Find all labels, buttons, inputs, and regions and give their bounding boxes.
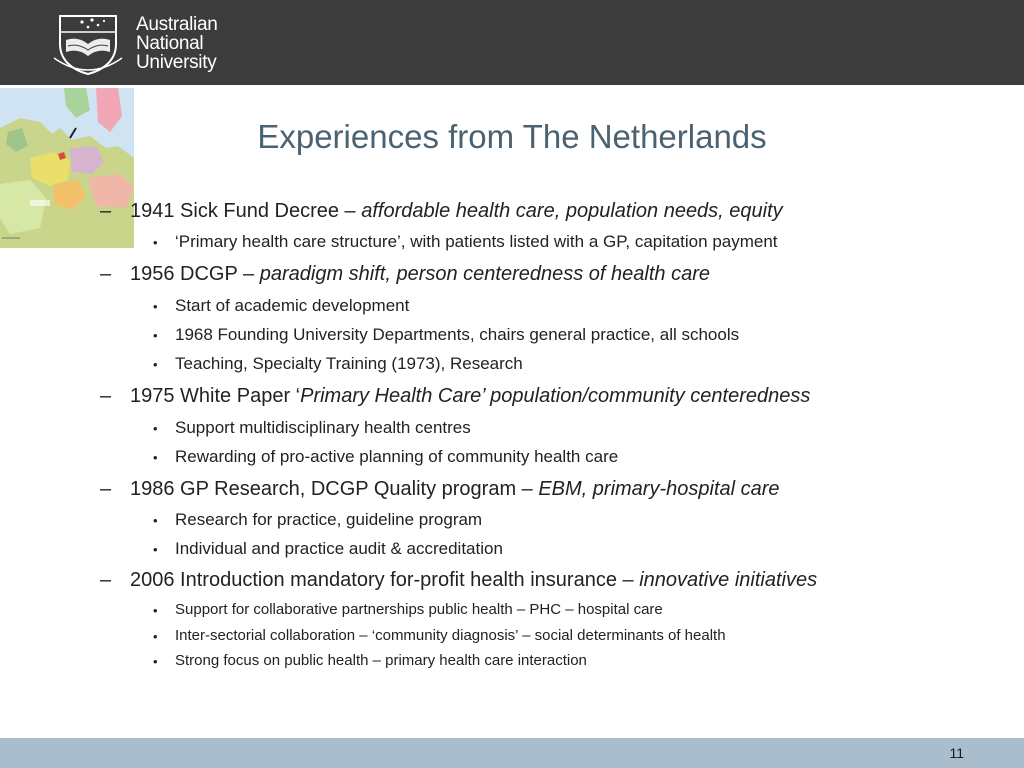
item-5-heading [130, 569, 817, 592]
item-4-sub-1: Research for practice, guideline program [175, 510, 483, 529]
item-5-sub-1: Support for collaborative partnerships public health – PHC – hospital care [175, 601, 663, 618]
item-4-sub-2-bullet: • [153, 542, 158, 557]
item-4-heading-plain: 1986 GP Research, DCGP Quality program – [130, 478, 539, 500]
item-2-heading-italic: paradigm shift, person centeredness of health care [259, 263, 710, 285]
item-2-heading [130, 263, 710, 286]
item-2-sub-3: Teaching, Specialty Training (1973), Research [175, 354, 523, 373]
item-3-heading-italic: Primary Health Care’ population/community centeredness [300, 385, 811, 407]
item-3-heading [130, 385, 810, 408]
item-5-heading-plain: 2006 Introduction mandatory for-profit health insurance – [130, 569, 640, 591]
item-2-heading-plain: 1956 DCGP – [130, 263, 260, 285]
logo-line-2: National [136, 33, 204, 54]
item-2-sub-3-bullet: • [153, 357, 158, 372]
item-4-sub-1-bullet: • [153, 513, 158, 528]
logo-line-1: Australian [136, 14, 218, 35]
item-1-heading [130, 200, 783, 223]
item-2-sub-2-bullet: • [153, 328, 158, 343]
item-4-sub-2: Individual and practice audit & accreditation [175, 539, 503, 558]
item-5-sub-2-bullet: • [153, 629, 158, 644]
item-1-heading-plain: 1941 Sick Fund Decree – [130, 200, 362, 222]
footer-bar [0, 738, 1024, 768]
item-3-heading-plain: 1975 White Paper ‘ [130, 385, 301, 407]
item-4-dash: – [100, 478, 112, 500]
item-2-dash: – [100, 263, 112, 285]
item-5-sub-1-bullet: • [153, 603, 158, 618]
item-5-sub-2: Inter-sectorial collaboration – ‘community diagnosis’ – social determinants of health [175, 627, 726, 644]
item-5-dash: – [100, 569, 112, 591]
item-3-sub-1: Support multidisciplinary health centres [175, 418, 471, 437]
item-2-sub-1: Start of academic development [175, 296, 410, 315]
item-4-heading [130, 478, 780, 501]
item-3-sub-2: Rewarding of pro-active planning of community health care [175, 447, 619, 466]
item-1-dash: – [100, 200, 112, 222]
item-3-dash: – [100, 385, 112, 407]
item-1-sub-1: ‘Primary health care structure’, with patients listed with a GP, capitation payment [175, 232, 778, 251]
item-3-sub-2-bullet: • [153, 450, 158, 465]
item-3-sub-1-bullet: • [153, 421, 158, 436]
page-number: 11 [949, 745, 964, 761]
item-1-sub-1-bullet: • [153, 235, 158, 250]
logo-line-3: University [136, 52, 217, 73]
item-2-sub-1-bullet: • [153, 299, 158, 314]
item-1-heading-italic: affordable health care, population needs, equity [361, 200, 783, 222]
slide-title: Experiences from The Netherlands [257, 118, 767, 155]
item-4-heading-italic: EBM, primary-hospital care [538, 478, 780, 500]
item-5-sub-3-bullet: • [153, 654, 158, 669]
item-2-sub-2: 1968 Founding University Departments, chairs general practice, all schools [175, 325, 740, 344]
item-5-sub-3: Strong focus on public health – primary health care interaction [175, 652, 587, 669]
item-5-heading-italic: innovative initiatives [639, 569, 818, 591]
